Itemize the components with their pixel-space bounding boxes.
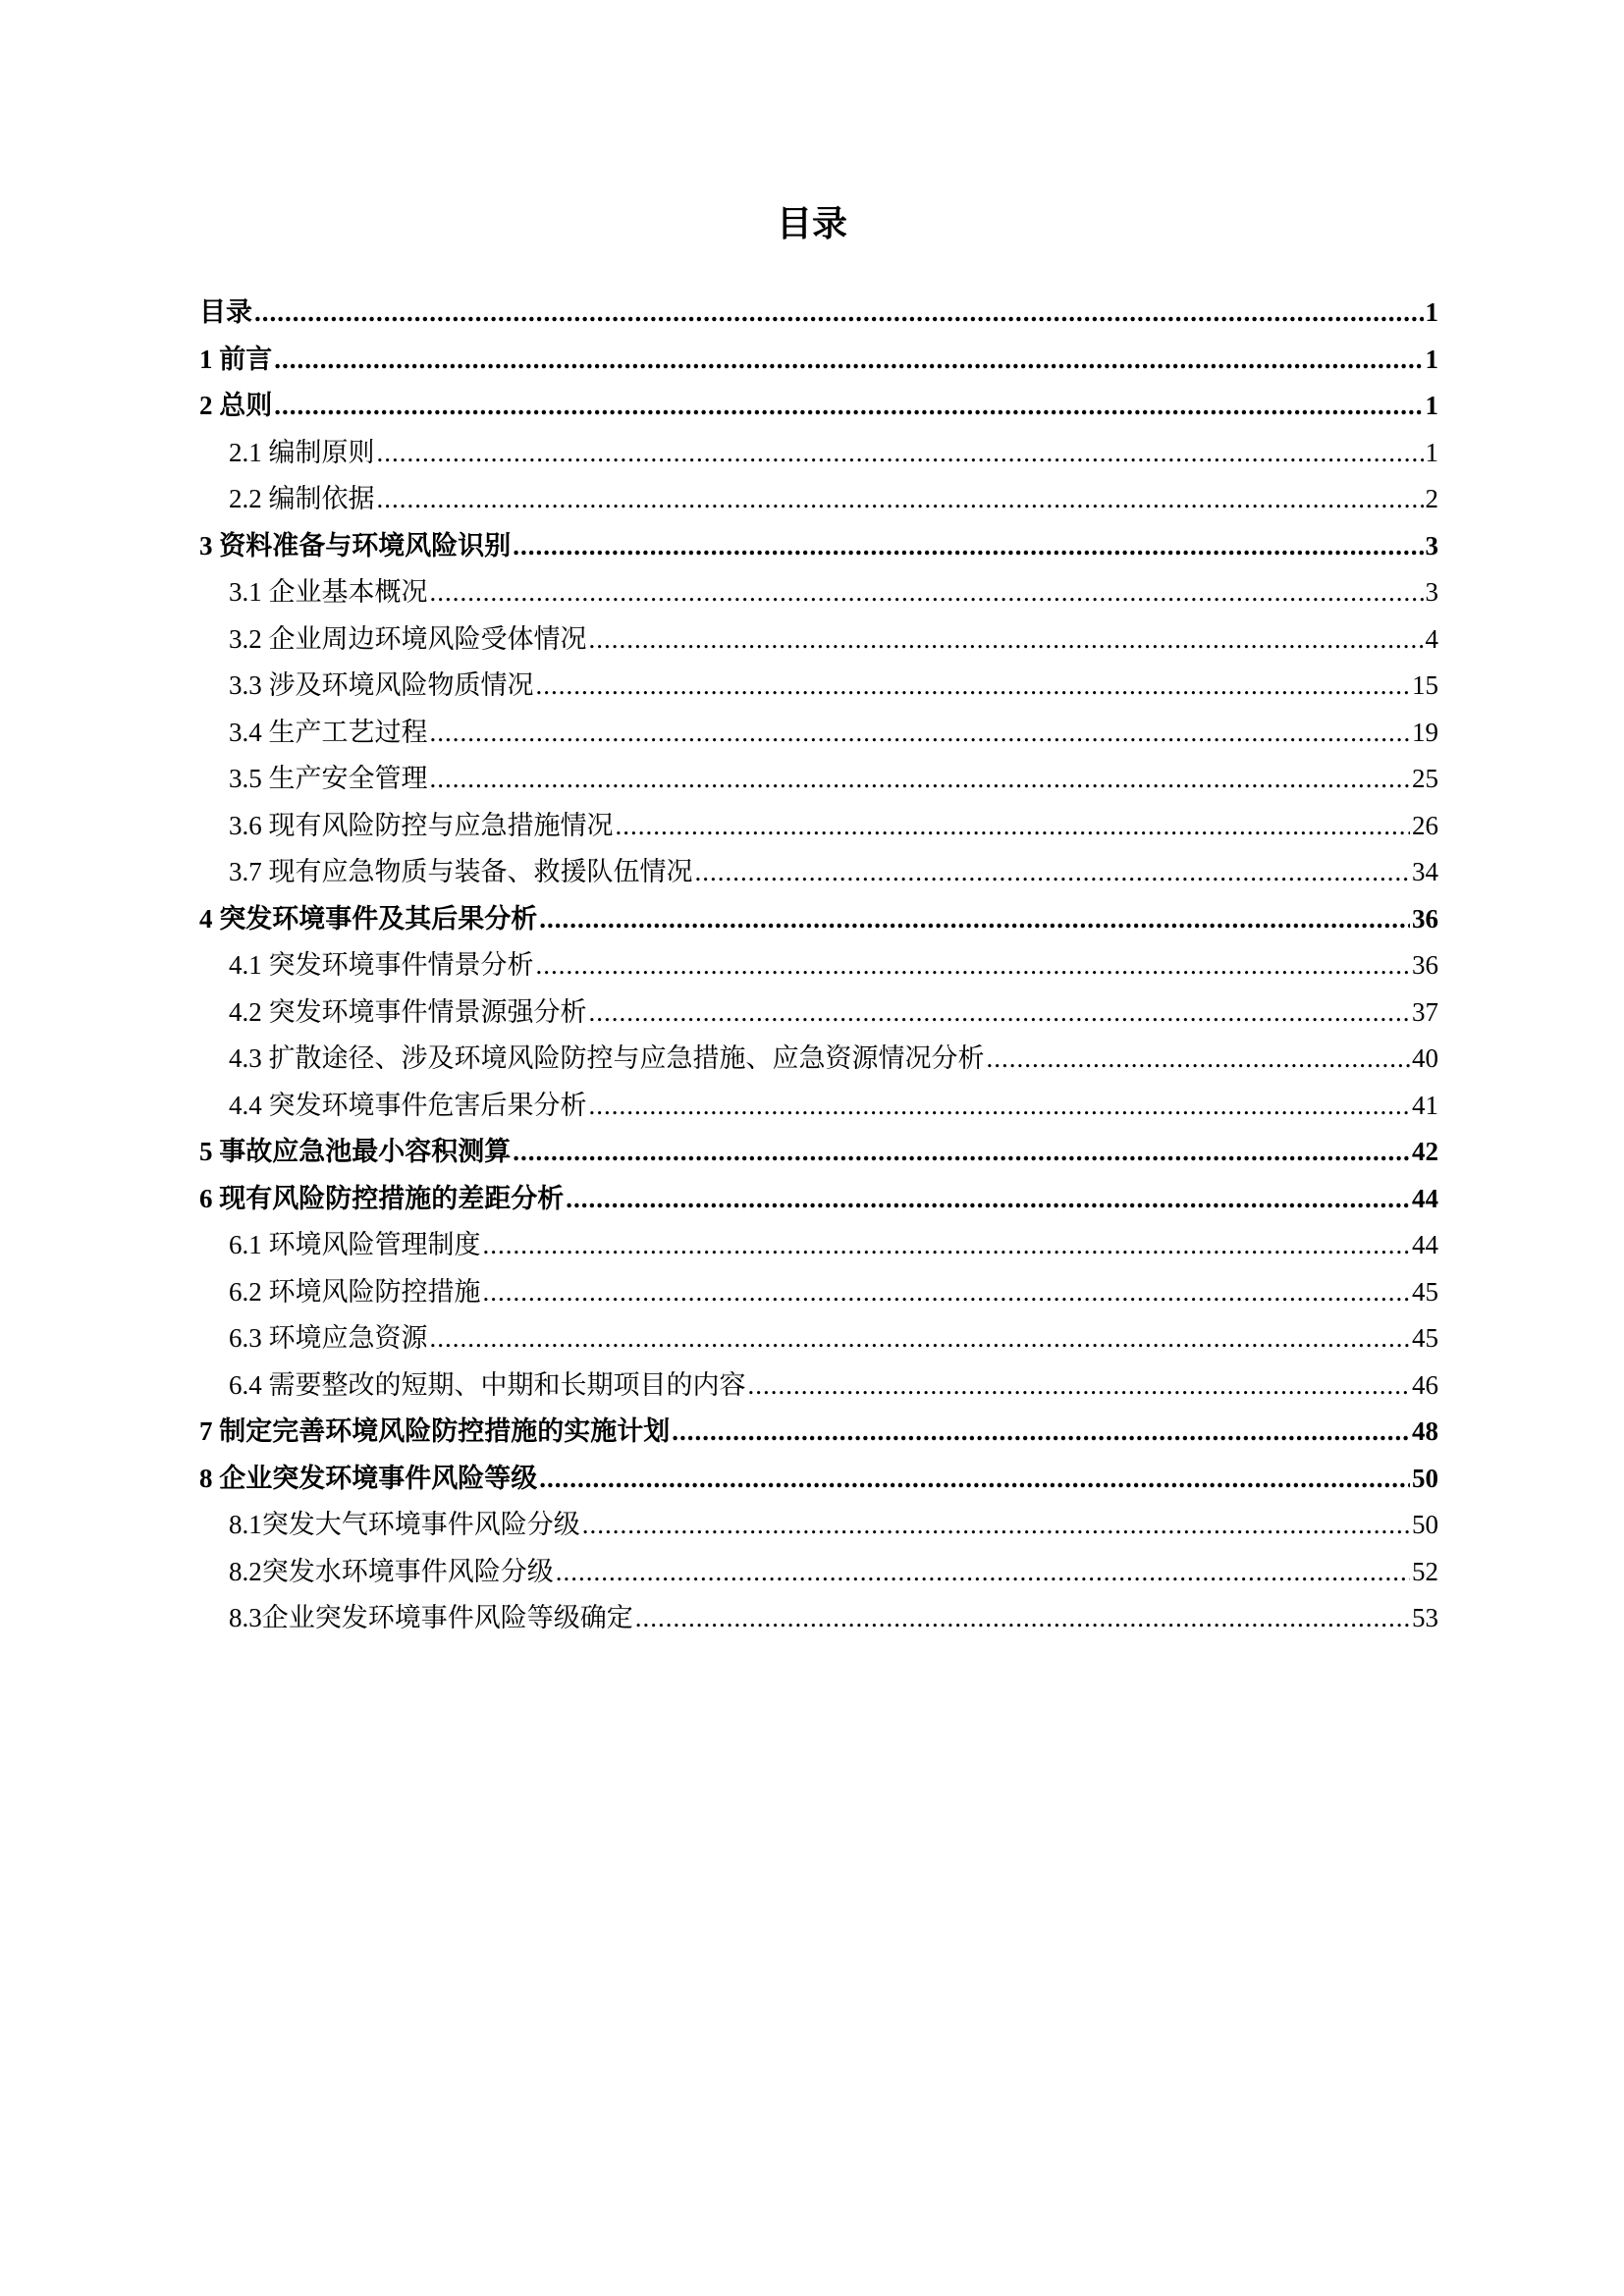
toc-entry-label: 前言 bbox=[219, 344, 273, 374]
toc-entry-page: 4 bbox=[1425, 623, 1438, 654]
toc-entry-number: 3.1 bbox=[229, 577, 269, 607]
toc-entry-label: 突发环境事件及其后果分析 bbox=[219, 903, 538, 934]
toc-entry-page: 34 bbox=[1412, 857, 1438, 886]
toc-leader-dots bbox=[695, 849, 1411, 896]
toc-leader-dots bbox=[430, 1315, 1411, 1362]
toc-entry-page: 46 bbox=[1412, 1369, 1438, 1400]
toc-entry-number: 6 bbox=[199, 1183, 220, 1213]
toc-leader-dots bbox=[430, 710, 1411, 757]
toc-entry[interactable] bbox=[199, 1502, 1438, 1549]
toc-entry[interactable] bbox=[199, 290, 1438, 337]
toc-leader-dots bbox=[616, 803, 1411, 850]
toc-leader-dots bbox=[377, 476, 1424, 523]
toc-entry-number: 5 bbox=[199, 1137, 220, 1166]
toc-entry-label: 需要整改的短期、中期和长期项目的内容 bbox=[268, 1369, 746, 1400]
toc-entry[interactable] bbox=[199, 1222, 1438, 1269]
toc-leader-dots bbox=[430, 569, 1424, 616]
toc-entry-label: 突发环境事件危害后果分析 bbox=[268, 1090, 587, 1120]
toc-entry-label: 突发环境事件情景源强分析 bbox=[268, 996, 587, 1027]
toc-leader-dots bbox=[589, 1083, 1411, 1130]
toc-entry-page: 15 bbox=[1412, 670, 1438, 700]
table-of-contents bbox=[199, 290, 1438, 1642]
toc-leader-dots bbox=[589, 989, 1411, 1037]
toc-leader-dots bbox=[635, 1595, 1410, 1642]
toc-entry-label: 突发大气环境事件风险分级 bbox=[261, 1510, 580, 1539]
toc-leader-dots bbox=[513, 523, 1423, 570]
toc-entry-label: 现有风险防控措施的差距分析 bbox=[219, 1183, 565, 1213]
toc-entry-number: 4.1 bbox=[229, 950, 269, 980]
toc-entry[interactable] bbox=[199, 1362, 1438, 1410]
toc-entry-number: 6.3 bbox=[229, 1323, 269, 1353]
toc-entry-label: 总则 bbox=[219, 391, 273, 420]
toc-entry[interactable] bbox=[199, 896, 1438, 943]
toc-leader-dots bbox=[582, 1502, 1410, 1549]
toc-leader-dots bbox=[254, 290, 1424, 337]
toc-entry-number: 8.2 bbox=[229, 1556, 262, 1586]
toc-entry-page: 3 bbox=[1425, 577, 1438, 607]
toc-entry[interactable] bbox=[199, 1595, 1438, 1642]
toc-entry-number: 2 bbox=[199, 391, 220, 420]
toc-entry-number: 6.1 bbox=[229, 1230, 269, 1259]
toc-entry-number: 3.7 bbox=[229, 857, 269, 886]
toc-entry[interactable] bbox=[199, 1269, 1438, 1316]
toc-entry-page: 41 bbox=[1412, 1090, 1438, 1120]
toc-entry[interactable] bbox=[199, 663, 1438, 710]
toc-entry-page: 44 bbox=[1412, 1183, 1438, 1213]
toc-entry[interactable] bbox=[199, 756, 1438, 803]
toc-leader-dots bbox=[513, 1129, 1410, 1176]
toc-entry-label: 涉及环境风险物质情况 bbox=[268, 670, 534, 700]
toc-entry-label: 生产安全管理 bbox=[268, 764, 428, 793]
toc-entry[interactable] bbox=[199, 1315, 1438, 1362]
toc-entry[interactable] bbox=[199, 710, 1438, 757]
toc-entry-number: 8 bbox=[199, 1463, 220, 1493]
toc-entry-number: 3.6 bbox=[229, 810, 269, 840]
toc-entry-page: 26 bbox=[1412, 810, 1438, 840]
toc-entry-page: 50 bbox=[1412, 1510, 1438, 1539]
toc-entry-number: 4.2 bbox=[229, 996, 269, 1027]
toc-entry-label: 突发水环境事件风险分级 bbox=[261, 1556, 554, 1586]
toc-entry-page: 36 bbox=[1412, 950, 1438, 980]
toc-entry[interactable] bbox=[199, 1409, 1438, 1456]
toc-entry-label: 现有应急物质与装备、救援队伍情况 bbox=[268, 857, 693, 886]
toc-entry[interactable] bbox=[199, 569, 1438, 616]
toc-entry-number: 3.3 bbox=[229, 670, 269, 700]
toc-leader-dots bbox=[987, 1036, 1411, 1083]
toc-entry-label: 事故应急池最小容积测算 bbox=[219, 1137, 512, 1166]
toc-entry-label: 目录 bbox=[199, 297, 252, 327]
toc-entry-page: 40 bbox=[1412, 1043, 1438, 1073]
toc-entry-label: 生产工艺过程 bbox=[268, 717, 428, 747]
toc-entry-number: 6.2 bbox=[229, 1276, 269, 1307]
toc-entry[interactable] bbox=[199, 1549, 1438, 1596]
toc-entry-page: 1 bbox=[1425, 391, 1438, 420]
toc-entry[interactable] bbox=[199, 476, 1438, 523]
toc-entry-number: 2.2 bbox=[229, 484, 269, 513]
toc-leader-dots bbox=[274, 337, 1423, 384]
toc-leader-dots bbox=[539, 896, 1410, 943]
toc-entry-page: 50 bbox=[1412, 1463, 1438, 1493]
toc-entry-number: 3.2 bbox=[229, 623, 269, 654]
toc-leader-dots bbox=[430, 756, 1411, 803]
toc-leader-dots bbox=[589, 616, 1424, 664]
toc-entry-page: 45 bbox=[1412, 1276, 1438, 1307]
toc-entry-label: 现有风险防控与应急措施情况 bbox=[268, 810, 614, 840]
toc-entry-label: 企业基本概况 bbox=[268, 577, 428, 607]
toc-entry-page: 53 bbox=[1412, 1603, 1438, 1632]
toc-entry[interactable] bbox=[199, 849, 1438, 896]
toc-entry-page: 45 bbox=[1412, 1323, 1438, 1353]
toc-entry-page: 42 bbox=[1412, 1137, 1438, 1166]
toc-entry-number: 4 bbox=[199, 903, 220, 934]
toc-entry[interactable] bbox=[199, 803, 1438, 850]
toc-entry-page: 1 bbox=[1425, 344, 1438, 374]
toc-leader-dots bbox=[483, 1269, 1411, 1316]
toc-entry-number: 7 bbox=[199, 1416, 220, 1446]
toc-entry-label: 企业突发环境事件风险等级 bbox=[219, 1463, 538, 1493]
toc-leader-dots bbox=[672, 1409, 1410, 1456]
toc-entry-label: 环境风险防控措施 bbox=[268, 1276, 481, 1307]
toc-leader-dots bbox=[483, 1222, 1411, 1269]
toc-entry-page: 25 bbox=[1412, 764, 1438, 793]
toc-entry[interactable] bbox=[199, 1083, 1438, 1130]
toc-entry[interactable] bbox=[199, 430, 1438, 477]
toc-entry-label: 制定完善环境风险防控措施的实施计划 bbox=[219, 1416, 671, 1446]
toc-entry[interactable] bbox=[199, 383, 1438, 430]
toc-leader-dots bbox=[556, 1549, 1410, 1596]
toc-entry-page: 3 bbox=[1425, 530, 1438, 561]
toc-entry-page: 19 bbox=[1412, 717, 1438, 747]
toc-leader-dots bbox=[274, 383, 1423, 430]
toc-entry-number: 8.1 bbox=[229, 1510, 262, 1539]
toc-entry-label: 企业周边环境风险受体情况 bbox=[268, 623, 587, 654]
toc-entry[interactable] bbox=[199, 523, 1438, 570]
toc-entry[interactable] bbox=[199, 1176, 1438, 1223]
toc-entry-number: 3 bbox=[199, 530, 220, 561]
toc-entry-number: 4.4 bbox=[229, 1090, 269, 1120]
toc-entry-number: 4.3 bbox=[229, 1043, 269, 1073]
toc-entry-page: 52 bbox=[1412, 1556, 1438, 1586]
toc-entry-number: 6.4 bbox=[229, 1369, 269, 1400]
toc-entry-page: 1 bbox=[1425, 297, 1438, 327]
toc-leader-dots bbox=[748, 1362, 1411, 1410]
toc-entry[interactable] bbox=[199, 989, 1438, 1037]
toc-entry-number: 2.1 bbox=[229, 437, 269, 467]
toc-leader-dots bbox=[566, 1176, 1410, 1223]
toc-leader-dots bbox=[536, 942, 1411, 989]
toc-entry-page: 2 bbox=[1425, 484, 1438, 513]
toc-leader-dots bbox=[377, 430, 1424, 477]
toc-entry-label: 编制依据 bbox=[268, 484, 375, 513]
page-title: 目录 bbox=[776, 204, 847, 243]
toc-entry-page: 44 bbox=[1412, 1230, 1438, 1259]
toc-entry-label: 企业突发环境事件风险等级确定 bbox=[261, 1603, 633, 1632]
toc-entry[interactable] bbox=[199, 1129, 1438, 1176]
toc-entry-number: 3.5 bbox=[229, 764, 269, 793]
toc-leader-dots bbox=[539, 1456, 1410, 1503]
toc-entry-label: 编制原则 bbox=[268, 437, 375, 467]
toc-entry[interactable] bbox=[199, 1036, 1438, 1083]
toc-entry[interactable] bbox=[199, 616, 1438, 664]
toc-entry-number: 8.3 bbox=[229, 1603, 262, 1632]
toc-leader-dots bbox=[536, 663, 1411, 710]
toc-entry-label: 环境应急资源 bbox=[268, 1323, 428, 1353]
toc-entry[interactable] bbox=[199, 337, 1438, 384]
toc-entry-page: 36 bbox=[1412, 903, 1438, 934]
toc-entry-page: 37 bbox=[1412, 996, 1438, 1027]
toc-entry-label: 突发环境事件情景分析 bbox=[268, 950, 534, 980]
toc-entry[interactable] bbox=[199, 942, 1438, 989]
toc-entry-label: 环境风险管理制度 bbox=[268, 1230, 481, 1259]
toc-entry-page: 1 bbox=[1425, 437, 1438, 467]
toc-entry-number: 3.4 bbox=[229, 717, 269, 747]
toc-entry[interactable] bbox=[199, 1456, 1438, 1503]
toc-entry-number: 1 bbox=[199, 344, 220, 374]
toc-entry-page: 48 bbox=[1412, 1416, 1438, 1446]
toc-entry-label: 扩散途径、涉及环境风险防控与应急措施、应急资源情况分析 bbox=[268, 1043, 985, 1073]
toc-entry-label: 资料准备与环境风险识别 bbox=[219, 530, 512, 561]
